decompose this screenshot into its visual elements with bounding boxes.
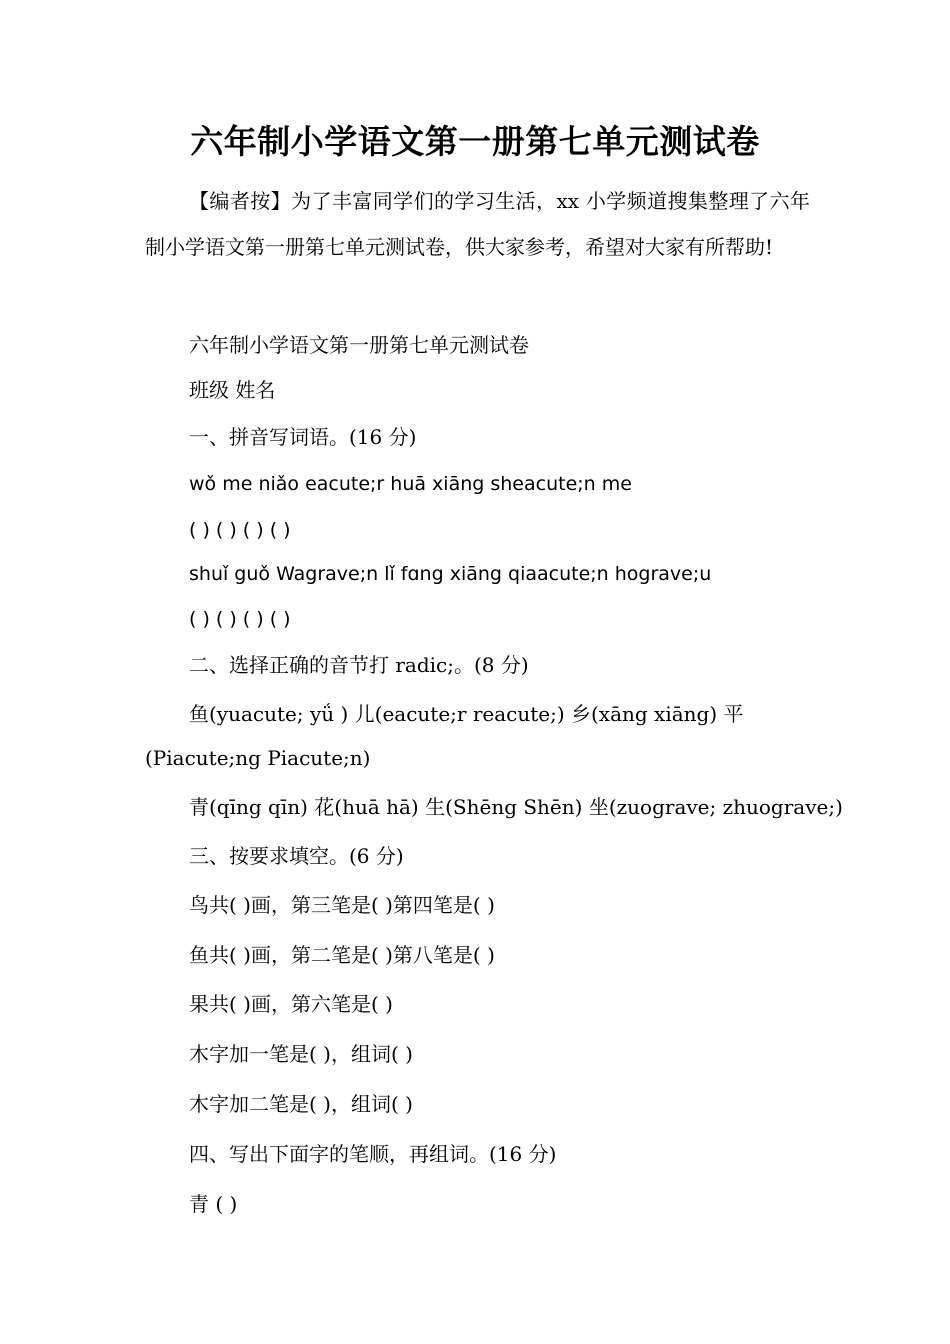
blanks-row-1: ( ) ( ) ( ) ( ) — [189, 519, 291, 541]
section3-item: 木字加二笔是( )，组词( ) — [189, 1092, 413, 1116]
subtitle: 六年制小学语文第一册第七单元测试卷 — [189, 333, 529, 357]
section3-item: 鱼共( )画，第二笔是( )第八笔是( ) — [189, 943, 495, 967]
document-title: 六年制小学语文第一册第七单元测试卷 — [190, 122, 760, 161]
section3-item: 鸟共( )画，第三笔是( )第四笔是( ) — [189, 893, 495, 917]
section3-item: 果共( )画，第六笔是( ) — [189, 992, 393, 1016]
blanks-row-2: ( ) ( ) ( ) ( ) — [189, 608, 291, 630]
intro-paragraph: 【编者按】为了丰富同学们的学习生活，xx 小学频道搜集整理了六年制小学语文第一册第七单元测试卷，供大家参考，希望对大家有所帮助! — [145, 189, 810, 259]
section1-heading: 一、拼音写词语。(16 分) — [189, 425, 417, 449]
section3-heading: 三、按要求填空。(6 分) — [189, 844, 404, 868]
section4-item: 青 ( ) — [189, 1192, 238, 1216]
section2-heading: 二、选择正确的音节打 radic;。(8 分) — [189, 653, 529, 677]
pinyin-row-1: wǒ me niǎo eacute;r huā xiāng sheacute;n me — [189, 473, 632, 495]
class-name-line: 班级 姓名 — [189, 378, 276, 402]
section2-row-1: 鱼(yuacute; yǘ ) 儿(eacute;r reacute;) 乡(xāng xiāng) 平(Piacute;ng Piacute;n) — [145, 702, 744, 770]
pinyin-row-2: shuǐ guǒ Wagrave;n lǐ fɑng xiāng qiaacute;n hograve;u — [189, 563, 712, 585]
section2-row-2: 青(qīng qīn) 花(huā hā) 生(Shēng Shēn) 坐(zuograve; zhuograve;) — [189, 795, 843, 819]
section3-item: 木字加一笔是( )，组词( ) — [189, 1042, 413, 1066]
section4-heading: 四、写出下面字的笔顺，再组词。(16 分) — [189, 1142, 557, 1166]
